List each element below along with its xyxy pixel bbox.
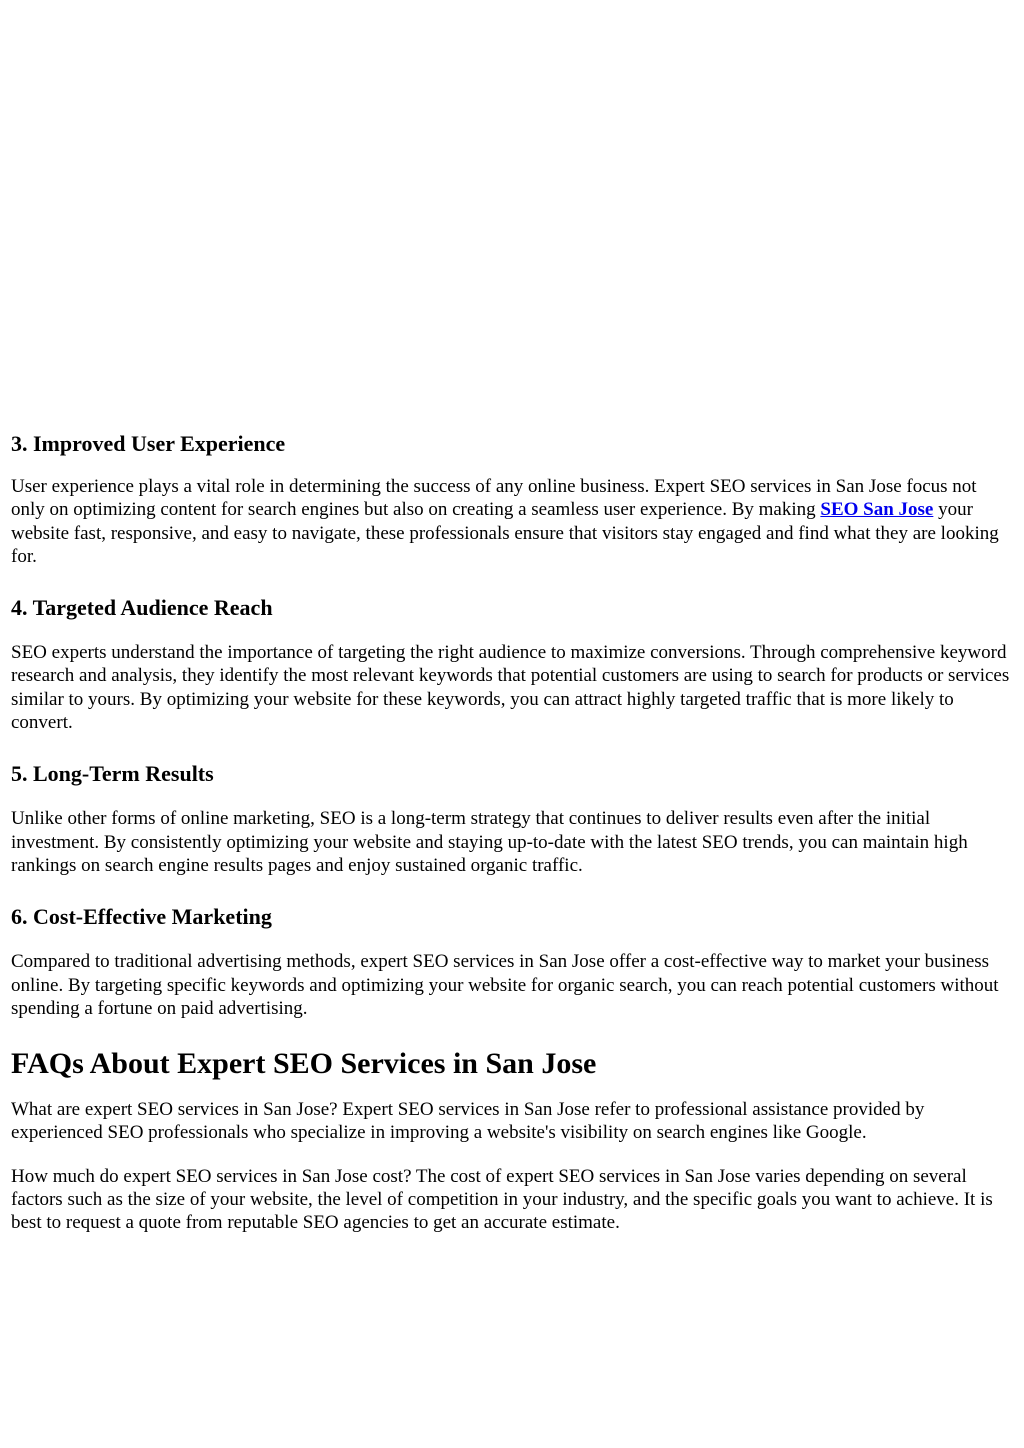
paragraph-text: your website fast, responsive, and easy to navigate, these professionals ensure that visitors stay engaged and find what they are looking for. xyxy=(11,499,999,567)
faq-item: How much do expert SEO services in San Jose cost? The cost of expert SEO services in San Jose varies depending on several factors such as the size of your website, the level of competition in your industry, and the specific goals you want to achieve. It is best to request a quote from reputable SEO agencies to get an accurate estimate. xyxy=(11,1165,993,1234)
faq-heading: FAQs About Expert SEO Services in San Jose xyxy=(11,1047,597,1081)
section-heading-long-term-results: 5. Long-Term Results xyxy=(11,761,214,787)
document-body xyxy=(11,429,1014,1235)
faq-item: What are expert SEO services in San Jose? Expert SEO services in San Jose refer to professional assistance provided by experienced SEO professionals who specialize in improving a website's visibility on search engines like Google. xyxy=(11,1099,925,1144)
section-paragraph-cost-effective: Compared to traditional advertising methods, expert SEO services in San Jose offer a cost-effective way to market your business online. By targeting specific keywords and optimizing your website for organic search, you can reach potential customers without spending a fortune on paid advertising. xyxy=(11,951,999,1019)
paragraph-text: User experience plays a vital role in determining the success of any online business. Expert SEO services in San Jose focus not only on optimizing content for search engines but also on creating a seamless user experience. By making xyxy=(11,476,977,521)
section-heading-cost-effective: 6. Cost-Effective Marketing xyxy=(11,904,272,930)
section-paragraph-long-term-results: Unlike other forms of online marketing, SEO is a long-term strategy that continues to deliver results even after the initial investment. By consistently optimizing your website and staying up-to-date with the latest SEO trends, you can maintain high rankings on search engine results pages and enjoy sustained organic traffic. xyxy=(11,808,968,876)
section-paragraph-user-experience xyxy=(11,475,1014,568)
section-heading-user-experience: 3. Improved User Experience xyxy=(11,431,286,456)
section-paragraph-targeted-audience: SEO experts understand the importance of targeting the right audience to maximize conversions. Through comprehensive keyword research and analysis, they identify the most relevant keywords that potential customers are using to search for products or services similar to yours. By optimizing your website for these keywords, you can attract highly targeted traffic that is more likely to convert. xyxy=(11,642,1010,734)
section-heading-targeted-audience: 4. Targeted Audience Reach xyxy=(11,595,273,621)
seo-san-jose-link[interactable]: SEO San Jose xyxy=(820,499,934,521)
